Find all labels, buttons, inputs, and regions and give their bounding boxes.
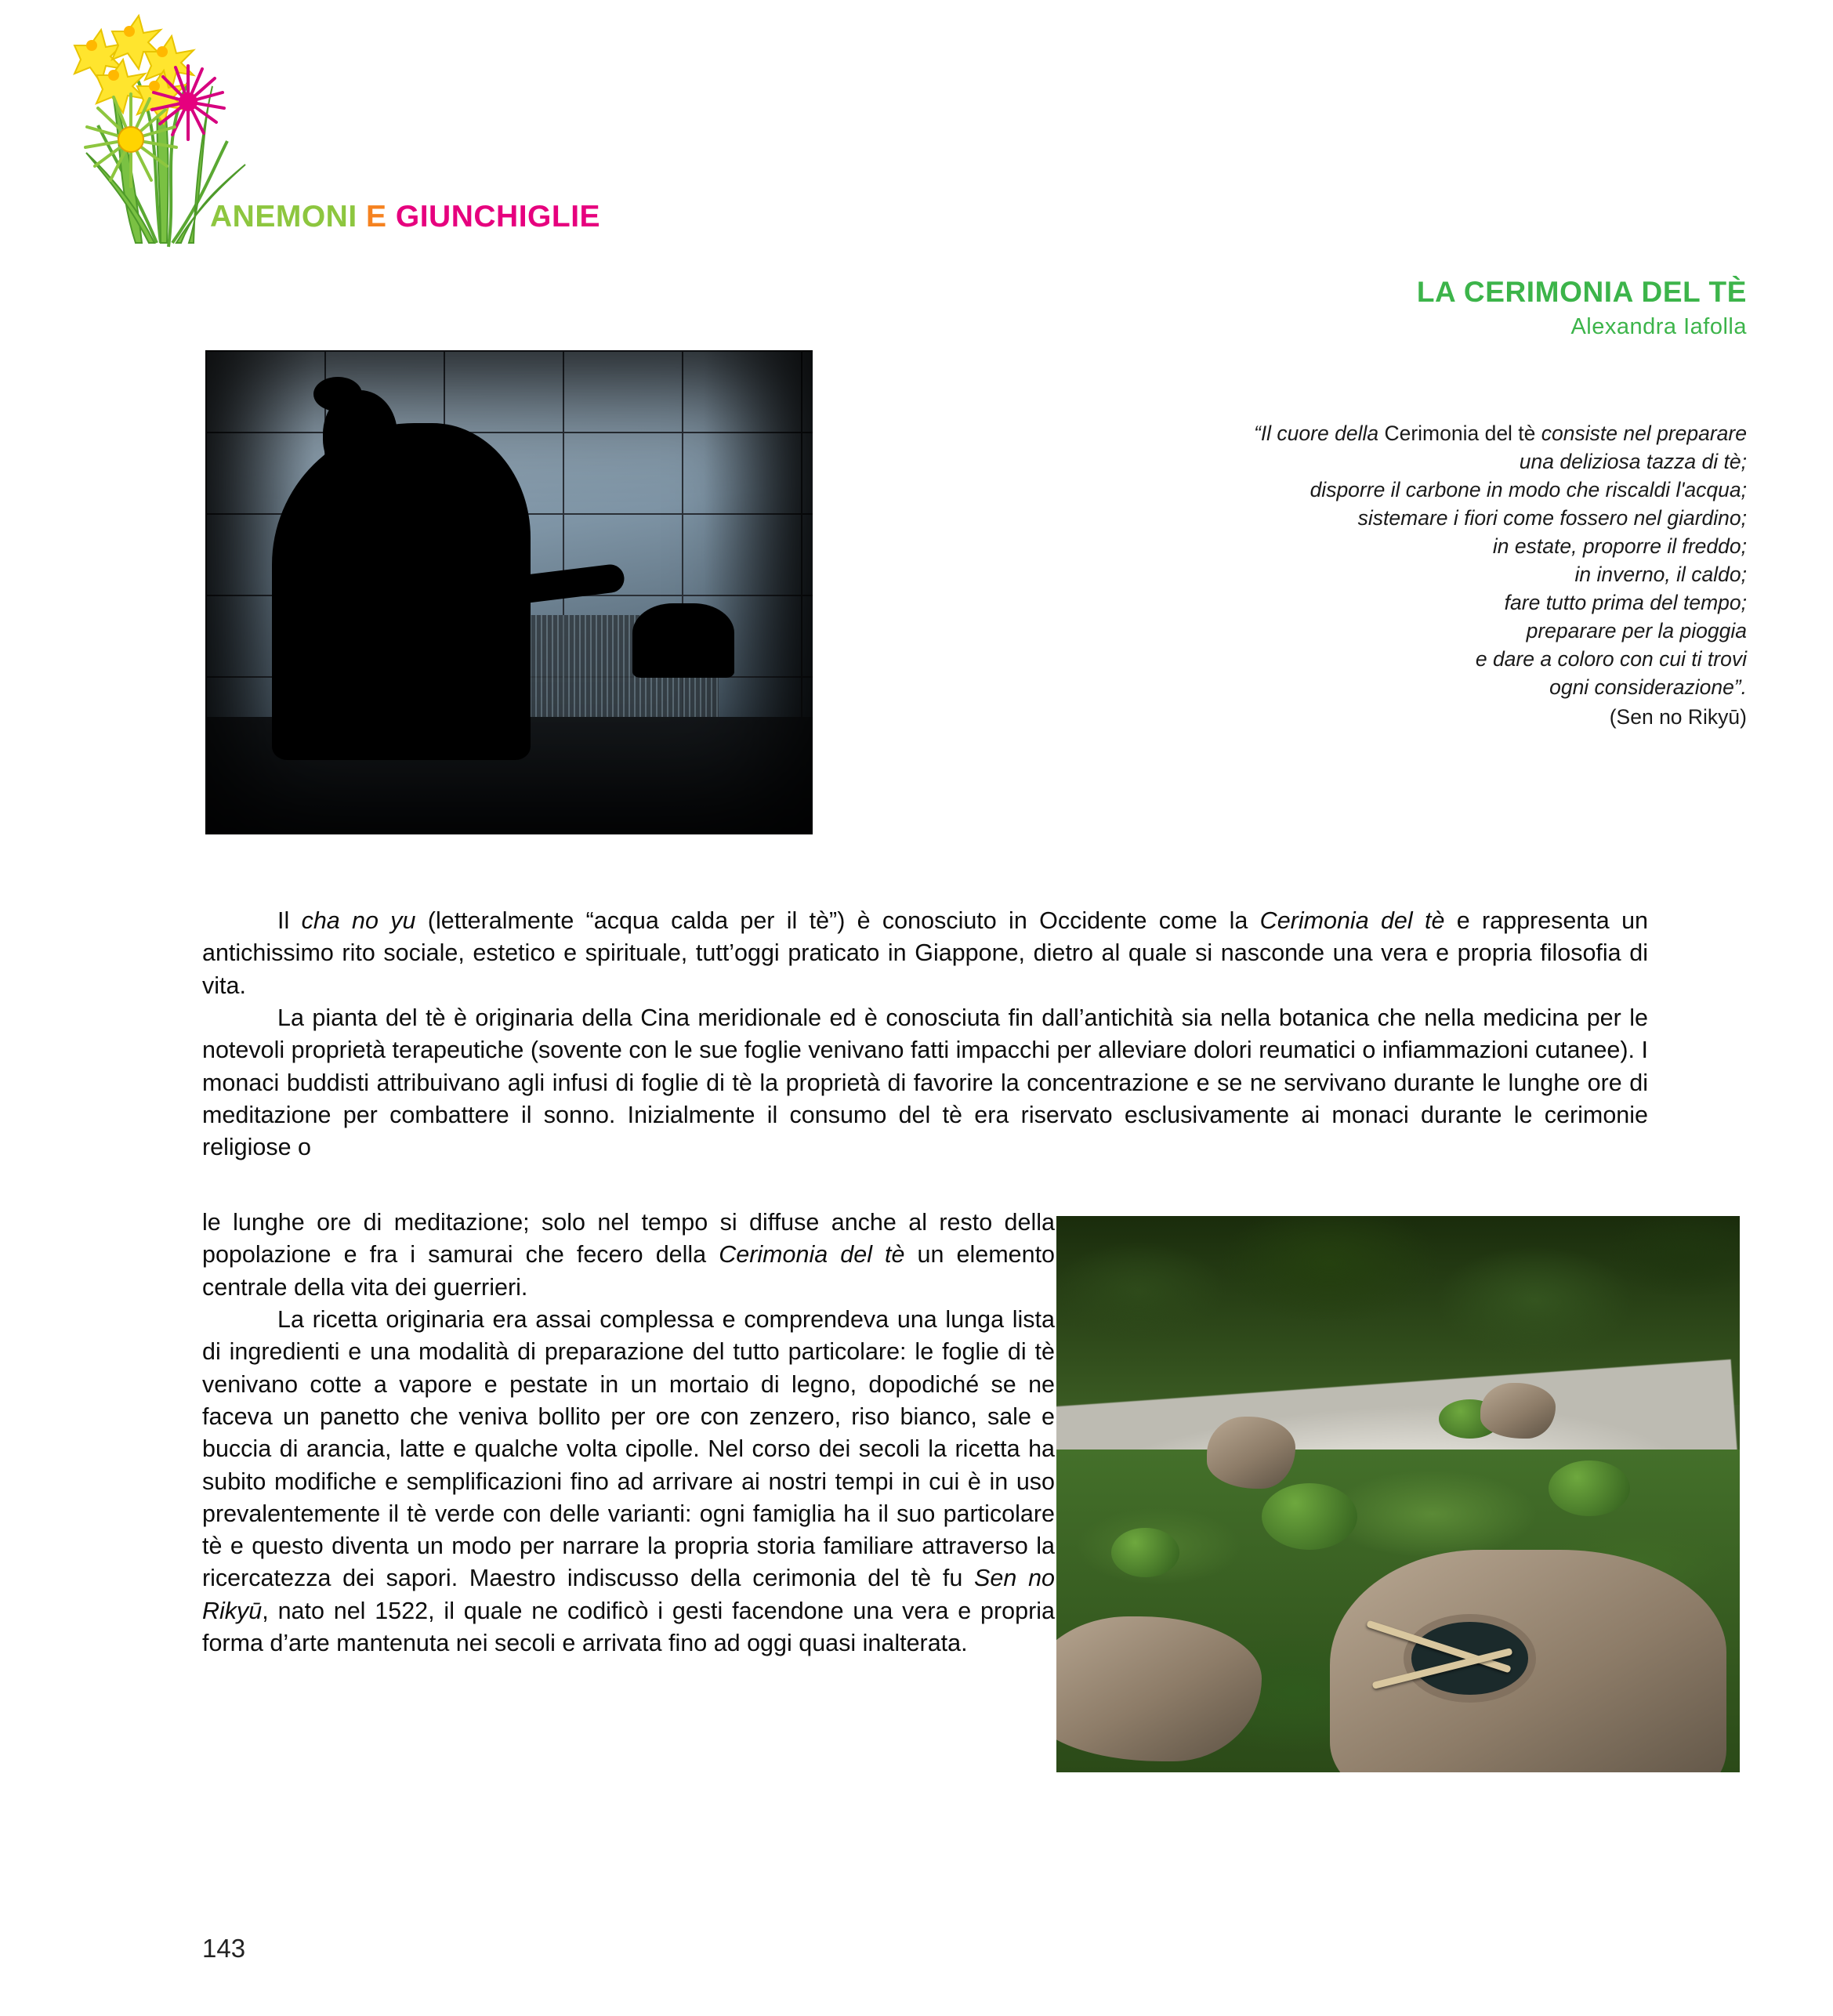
masthead (0, 0, 627, 266)
garden-foreground-rock (1330, 1550, 1726, 1772)
garden-rock (1480, 1383, 1556, 1439)
p2c-part-a: le lunghe ore di meditazione; solo nel tempo si diffuse anche al resto della popolazione e fra i samurai che fecero della (202, 1209, 1055, 1269)
pullquote-line-3: disporre il carbone in modo che riscaldi l'acqua; (1310, 478, 1747, 502)
masthead-word-2: E (366, 200, 387, 233)
p3-part-a: La ricetta originaria era assai complessa e comprendeva una lunga lista di ingredienti e una modalità di preparazione del tutto particolare: le foglie di tè venivano cotte a vapore e pestate in un mortaio di legno, dopodiché se ne faceva un panetto che veniva bollito per ore con zenzero, riso bianco, sale e buccia di arancia, latte e qualche volta cipolle. Nel corso dei secoli la ricetta ha subito modifiche e semplificazioni fino ad arrivare ai nostri tempi in cui è in uso prevalentemente il tè verde con delle varianti: ogni famiglia ha il suo particolare tè e questo diventa un modo per narrare la propria storia familiare attraverso la ricercatezza dei sapori. Maestro indiscusso della cerimonia del tè fu (202, 1305, 1055, 1592)
p1-italic-2: Cerimonia del tè (1259, 907, 1445, 934)
garden-shrub (1111, 1528, 1179, 1578)
pullquote-line-1a: “Il cuore della (1254, 422, 1379, 445)
japanese-garden-tsukubai-photo (1056, 1216, 1740, 1772)
pullquote-line-8: preparare per la pioggia (1526, 619, 1747, 643)
pullquote-line-10: ogni considerazione”. (1549, 675, 1747, 700)
pullquote-line-1b: Cerimonia del tè (1384, 422, 1536, 445)
article-header (1041, 276, 1747, 340)
page-number: 143 (202, 1934, 246, 1963)
p1-italic-1: cha no yu (301, 907, 416, 934)
pull-quote (1120, 419, 1747, 731)
tea-ceremony-silhouette-photo (205, 350, 813, 834)
photo-vignette (205, 350, 813, 834)
pullquote-line-2: una deliziosa tazza di tè; (1519, 450, 1747, 474)
paragraph-1 (202, 905, 1648, 1002)
paragraph-2-continued (202, 1207, 1055, 1304)
pullquote-line-6: in inverno, il caldo; (1574, 563, 1747, 587)
masthead-word-3: GIUNCHIGLIE (395, 200, 601, 233)
p1-part-b: (letteralmente “acqua calda per il tè”) è conosciuto in Occidente come la (415, 907, 1260, 934)
pullquote-line-9: e dare a coloro con cui ti trovi (1475, 647, 1747, 671)
pullquote-line-5: in estate, proporre il freddo; (1492, 534, 1747, 559)
garden-rock (1207, 1417, 1295, 1489)
article-body-upper (202, 905, 1648, 1164)
p1-part-c: e rappresenta un antichissimo rito sociale, estetico e spirituale, tutt’oggi praticato in Giappone, dietro al quale si nasconde una vera e propria filosofia di vita. (202, 907, 1649, 999)
p2c-italic: Cerimonia del tè (719, 1241, 905, 1269)
masthead-title (210, 200, 600, 234)
masthead-word-1: ANEMONI (210, 200, 357, 233)
p3-italic: Sen no Rikyū (202, 1565, 1055, 1624)
garden-shrub (1262, 1483, 1357, 1550)
p1-part-a: Il (277, 907, 302, 934)
paragraph-3 (202, 1304, 1055, 1659)
p3-part-b: , nato nel 1522, il quale ne codificò i gesti facendone una vera e propria forma d’arte mantenuta nei secoli e arrivata fino ad oggi quasi inalterata. (202, 1597, 1055, 1657)
garden-rock (1056, 1616, 1262, 1761)
p2c-part-b: un elemento centrale della vita dei guerrieri. (202, 1241, 1056, 1301)
pullquote-attribution: (Sen no Rikyū) (1609, 705, 1747, 729)
page-title: LA CERIMONIA DEL TÈ (1416, 276, 1747, 308)
pullquote-line-4: sistemare i fiori come fossero nel giardino; (1357, 506, 1747, 530)
article-body-lower (202, 1207, 1055, 1659)
paragraph-2: La pianta del tè è originaria della Cina meridionale ed è conosciuta fin dall’antichità sia nella botanica che nella medicina per le notevoli proprietà terapeutiche (sovente con le sue foglie venivano fatti impacchi per alleviare dolori reumatici o infiammazioni cutanee). I monaci buddisti attribuivano agli infusi di foglie di tè la proprietà di favorire la concentrazione e se ne servivano durante le lunghe ore di meditazione per combattere il sonno. Inizialmente il consumo del tè era riservato esclusivamente ai monaci durante le cerimonie religiose o (202, 1004, 1648, 1161)
pullquote-line-7: fare tutto prima del tempo; (1504, 591, 1747, 615)
article-author: Alexandra Iafolla (1570, 313, 1747, 339)
pullquote-line-1c: consiste nel preparare (1541, 422, 1747, 445)
